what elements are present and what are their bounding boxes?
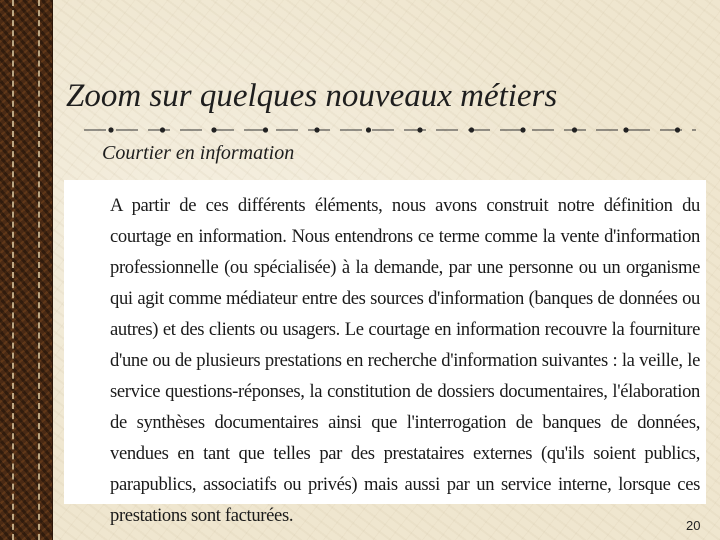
page-number: 20 — [686, 518, 701, 533]
spine-stitching-left — [12, 0, 14, 540]
slide-title: Zoom sur quelques nouveaux métiers — [66, 78, 558, 114]
spine-stitching-right — [38, 0, 40, 540]
slide-subtitle: Courtier en information — [102, 142, 295, 164]
title-divider — [84, 126, 696, 134]
definition-paragraph: A partir de ces différents éléments, nous avons construit notre définition du courtage en information. Nous entendrons ce terme comme la vente d'information professionnelle (ou spécialisée) à la demande, par une personne ou un organisme qui agit comme médiateur entre des sources d'information (banques de données ou autres) et des clients ou usagers. Le courtage en information recouvre la fourniture d'une ou de plusieurs prestations en recherche d'information suivantes : la veille, le service questions-réponses, la constitution de dossiers documentaires, l'élaboration de synthèses documentaires ainsi que l'interrogation de banques de données, vendues en tant que telles par des prestataires externes (qu'ils soient publics, parapublics, associatifs ou privés) mais aussi par un service interne, lorsque ces prestations sont facturées. — [110, 195, 700, 526]
leather-spine-decoration — [0, 0, 53, 540]
